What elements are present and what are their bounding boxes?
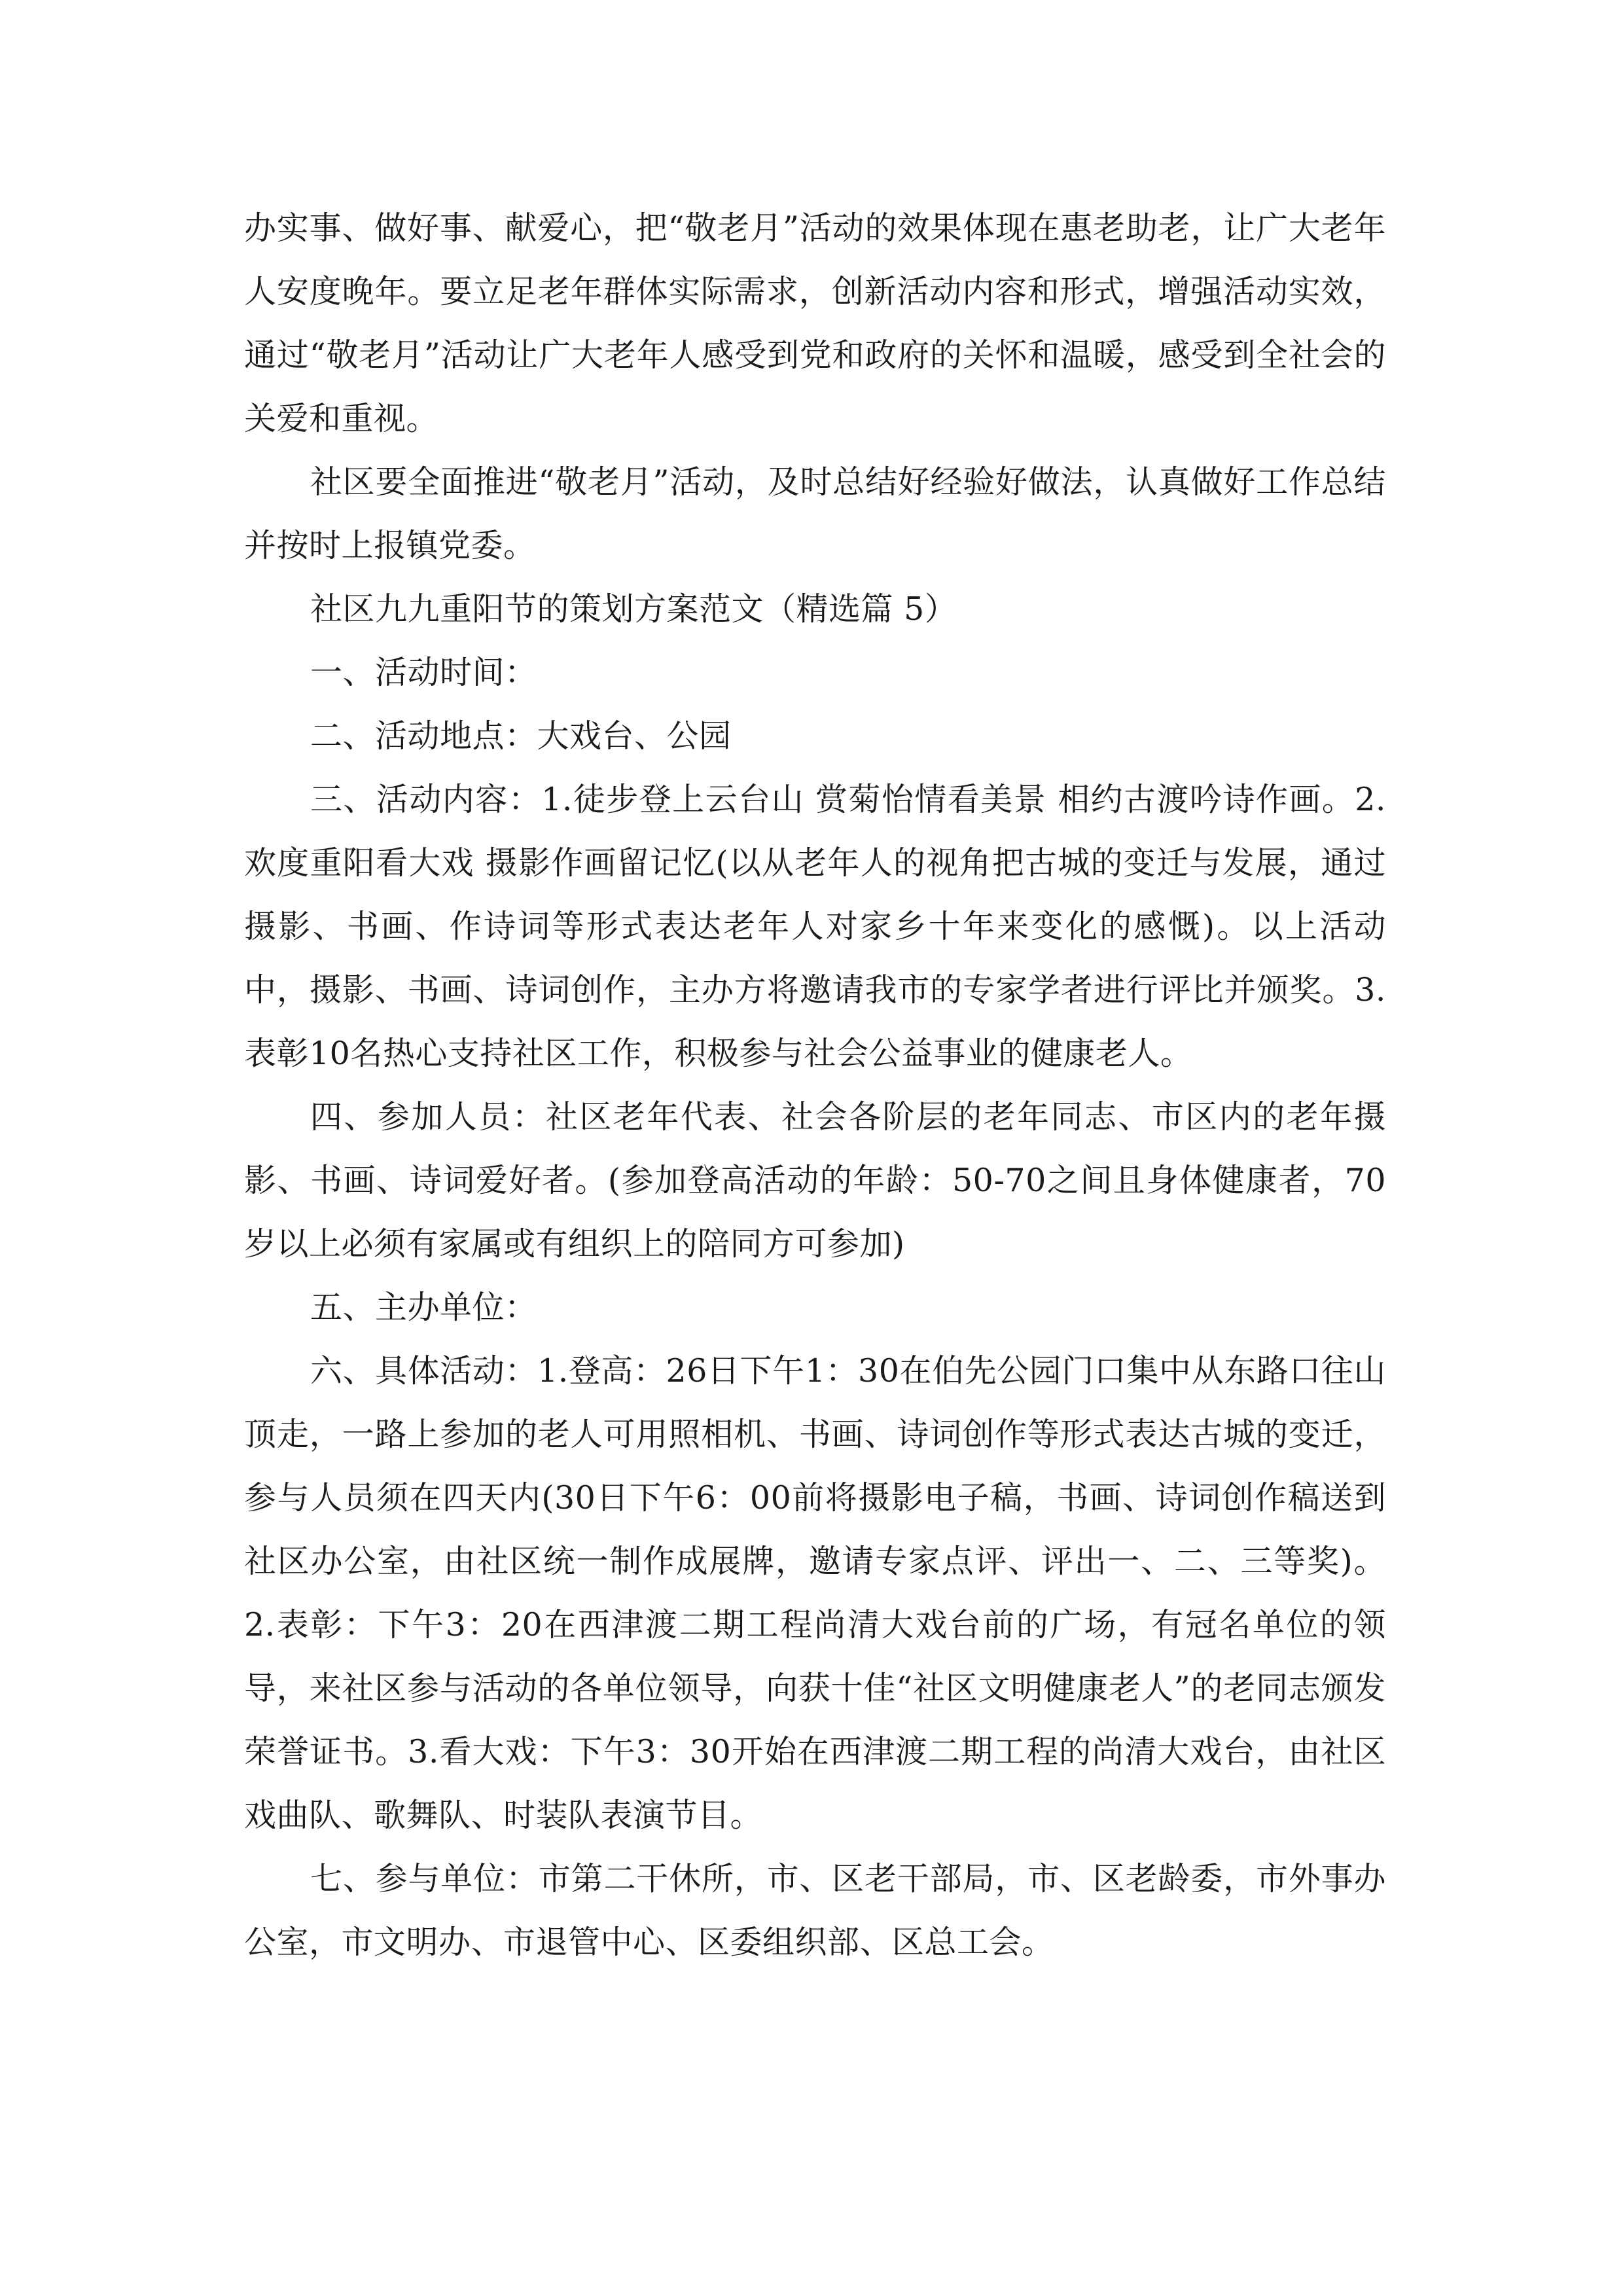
paragraph-activity-time: 一、活动时间： (310, 654, 537, 691)
document-body (244, 196, 1386, 1974)
paragraph-summary-report: 社区要全面推进“敬老月”活动，及时总结好经验好做法，认真做好工作总结并按时上报镇党委。 (244, 463, 1386, 564)
paragraph-activity-content: 三、活动内容：1.徒步登上云台山 赏菊怡情看美景 相约古渡吟诗作画。2.欢度重阳看大戏 摄影作画留记忆(以从老年人的视角把古城的变迁与发展，通过摄影、书画、作诗词等形式表达老年人对家乡十年来变化的感慨)。以上活动中，摄影、书画、诗词创作，主办方将邀请我市的专家学者进行评比并颁奖。3.表彰10名热心支持社区工作，积极参与社会公益事业的健康老人。 (244, 781, 1386, 1072)
paragraph-intro-continuation: 办实事、做好事、献爱心，把“敬老月”活动的效果体现在惠老助老，让广大老年人安度晚年。要立足老年群体实际需求，创新活动内容和形式，增强活动实效，通过“敬老月”活动让广大老年人感受到党和政府的关怀和温暖，感受到全社会的关爱和重视。 (244, 209, 1386, 437)
paragraph-participants: 四、参加人员：社区老年代表、社会各阶层的老年同志、市区内的老年摄影、书画、诗词爱好者。(参加登高活动的年龄：50-70之间且身体健康者，70岁以上必须有家属或有组织上的陪同方可参加) (244, 1098, 1386, 1263)
paragraph-specific-activities: 六、具体活动：1.登高：26日下午1：30在伯先公园门口集中从东路口往山顶走，一路上参加的老人可用照相机、书画、诗词创作等形式表达古城的变迁，参与人员须在四天内(30日下午6：00前将摄影电子稿，书画、诗词创作稿送到社区办公室，由社区统一制作成展牌，邀请专家点评、评出一、二、三等奖)。2.表彰：下午3：20在西津渡二期工程尚清大戏台前的广场，有冠名单位的领导，来社区参与活动的各单位领导，向获十佳“社区文明健康老人”的老同志颁发荣誉证书。3.看大戏：下午3：30开始在西津渡二期工程的尚清大戏台，由社区戏曲队、歌舞队、时装队表演节目。 (244, 1352, 1386, 1834)
paragraph-activity-location: 二、活动地点：大戏台、公园 (310, 717, 732, 755)
section-title: 社区九九重阳节的策划方案范文（精选篇 5） (310, 590, 957, 628)
paragraph-participating-units: 七、参与单位：市第二干休所，市、区老干部局，市、区老龄委，市外事办公室，市文明办、市退管中心、区委组织部、区总工会。 (244, 1860, 1386, 1961)
paragraph-organizer: 五、主办单位： (310, 1289, 537, 1326)
